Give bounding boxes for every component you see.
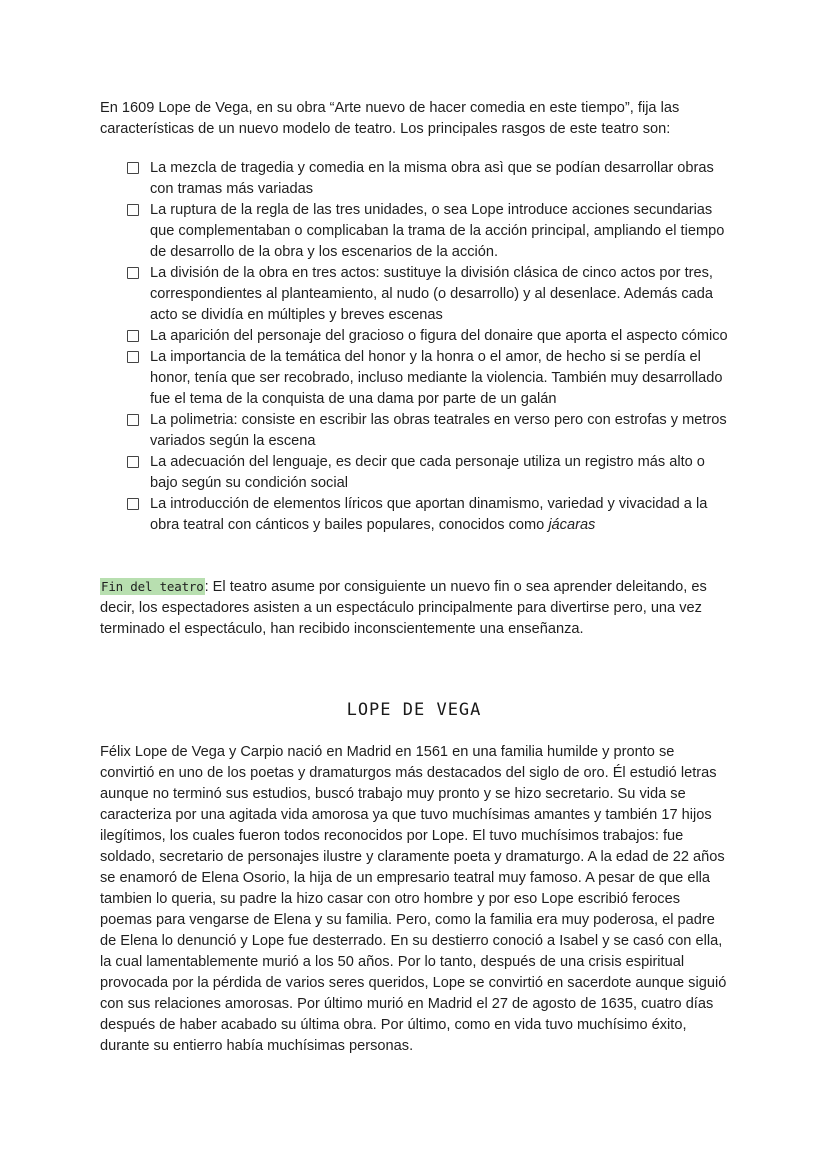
checklist-item xyxy=(127,494,732,536)
checklist-item-text: La adecuación del lenguaje, es decir que cada personaje utiliza un registro más alto o bajo según su condición social xyxy=(150,454,705,491)
checklist-item-text: La polimetria: consiste en escribir las obras teatrales en verso pero con estrofas y metros variados según la escena xyxy=(150,412,727,449)
checklist-item-emphasis: jácaras xyxy=(548,517,596,533)
checklist-item xyxy=(127,452,732,494)
checklist-item-text: La introducción de elementos líricos que aportan dinamismo, variedad y vivacidad a la obra teatral con cánticos y bailes populares, conocidos como xyxy=(150,496,708,533)
checkbox[interactable] xyxy=(127,351,139,363)
checklist-item-text: La importancia de la temática del honor y la honra o el amor, de hecho si se perdía el honor, tenía que ser recobrado, incluso mediante la violencia. También muy desarrollado fue el tema de la conquista de una dama por parte de un galán xyxy=(150,349,723,407)
section-title: LOPE DE VEGA xyxy=(346,700,482,720)
checklist-item-text: La aparición del personaje del gracioso o figura del donaire que aporta el aspecto cómico xyxy=(150,328,728,344)
checklist-item xyxy=(127,410,732,452)
checklist-item-text: La mezcla de tragedia y comedia en la misma obra asì que se podían desarrollar obras con tramas más variadas xyxy=(150,160,714,197)
checklist-item xyxy=(127,347,732,410)
checkbox[interactable] xyxy=(127,162,139,174)
checklist-item-text: La ruptura de la regla de las tres unidades, o sea Lope introduce acciones secundarias que complementaban o complicaban la trama de la acción principal, ampliando el tiempo de desarrollo de la obra y los escenarios de la acción. xyxy=(150,202,725,260)
checkbox[interactable] xyxy=(127,498,139,510)
checkbox[interactable] xyxy=(127,330,139,342)
biography-paragraph: Félix Lope de Vega y Carpio nació en Madrid en 1561 en una familia humilde y pronto se convirtió en uno de los poetas y dramaturgos más destacados del siglo de oro. Él estudió letras aunque no terminó sus estudios, buscó trabajo muy pronto y se hizo secretario. Su vida se caracteriza por una agitada vida amorosa ya que tuvo muchísimas amantes y también 17 hijos ilegítimos, los cuales fueron todos reconocidos por Lope. El tuvo muchísimos trabajos: fue soldado, secretario de personajes ilustre y claramente poeta y dramaturgo. A la edad de 22 años se enamoró de Elena Osorio, la hija de un empresario teatral muy famoso. A pesar de que ella tambien lo queria, su padre la hizo casar con otro hombre y por eso Lope escribió feroces poemas para vengarse de Elena y su familia. Pero, como la familia era muy poderosa, el padre de Elena lo denunció y Lope fue desterrado. En su destierro conoció a Isabel y se casó con ella, la cual lamentablemente murió a los 50 años. Por lo tanto, después de una crisis espiritual provocada por la pérdida de varios seres queridos, Lope se convirtió en sacerdote aunque siguió con sus relaciones amorosas. Por último murió en Madrid el 27 de agosto de 1635, cuatro días después de haber acabado su última obra. Por último, como en vida tuvo muchísimo éxito, durante su entierro había muchísimas personas. xyxy=(100,744,727,1054)
intro-paragraph: En 1609 Lope de Vega, en su obra “Arte nuevo de hacer comedia en este tiempo”, fija las características de un nuevo modelo de teatro. Los principales rasgos de este teatro son: xyxy=(100,100,680,137)
highlighted-label: Fin del teatro xyxy=(101,579,204,594)
features-checklist xyxy=(127,158,732,536)
fin-text: : El teatro asume por consiguiente un nuevo fin o sea aprender deleitando, es decir, los espectadores asisten a un espectáculo principalmente para divertirse pero, una vez terminado el espectáculo, han recibido inconscientemente una enseñanza. xyxy=(100,579,707,637)
checkbox[interactable] xyxy=(127,456,139,468)
checklist-item xyxy=(127,263,732,326)
checklist-item xyxy=(127,326,732,347)
checklist-item xyxy=(127,200,732,263)
checklist-item xyxy=(127,158,732,200)
checkbox[interactable] xyxy=(127,267,139,279)
checkbox[interactable] xyxy=(127,204,139,216)
checkbox[interactable] xyxy=(127,414,139,426)
fin-del-teatro-paragraph xyxy=(100,576,740,640)
checklist-item-text: La división de la obra en tres actos: sustituye la división clásica de cinco actos por tres, correspondientes al planteamiento, al nudo (o desarrollo) y al desenlace. Además cada acto se dividía en múltiples y breves escenas xyxy=(150,265,714,323)
